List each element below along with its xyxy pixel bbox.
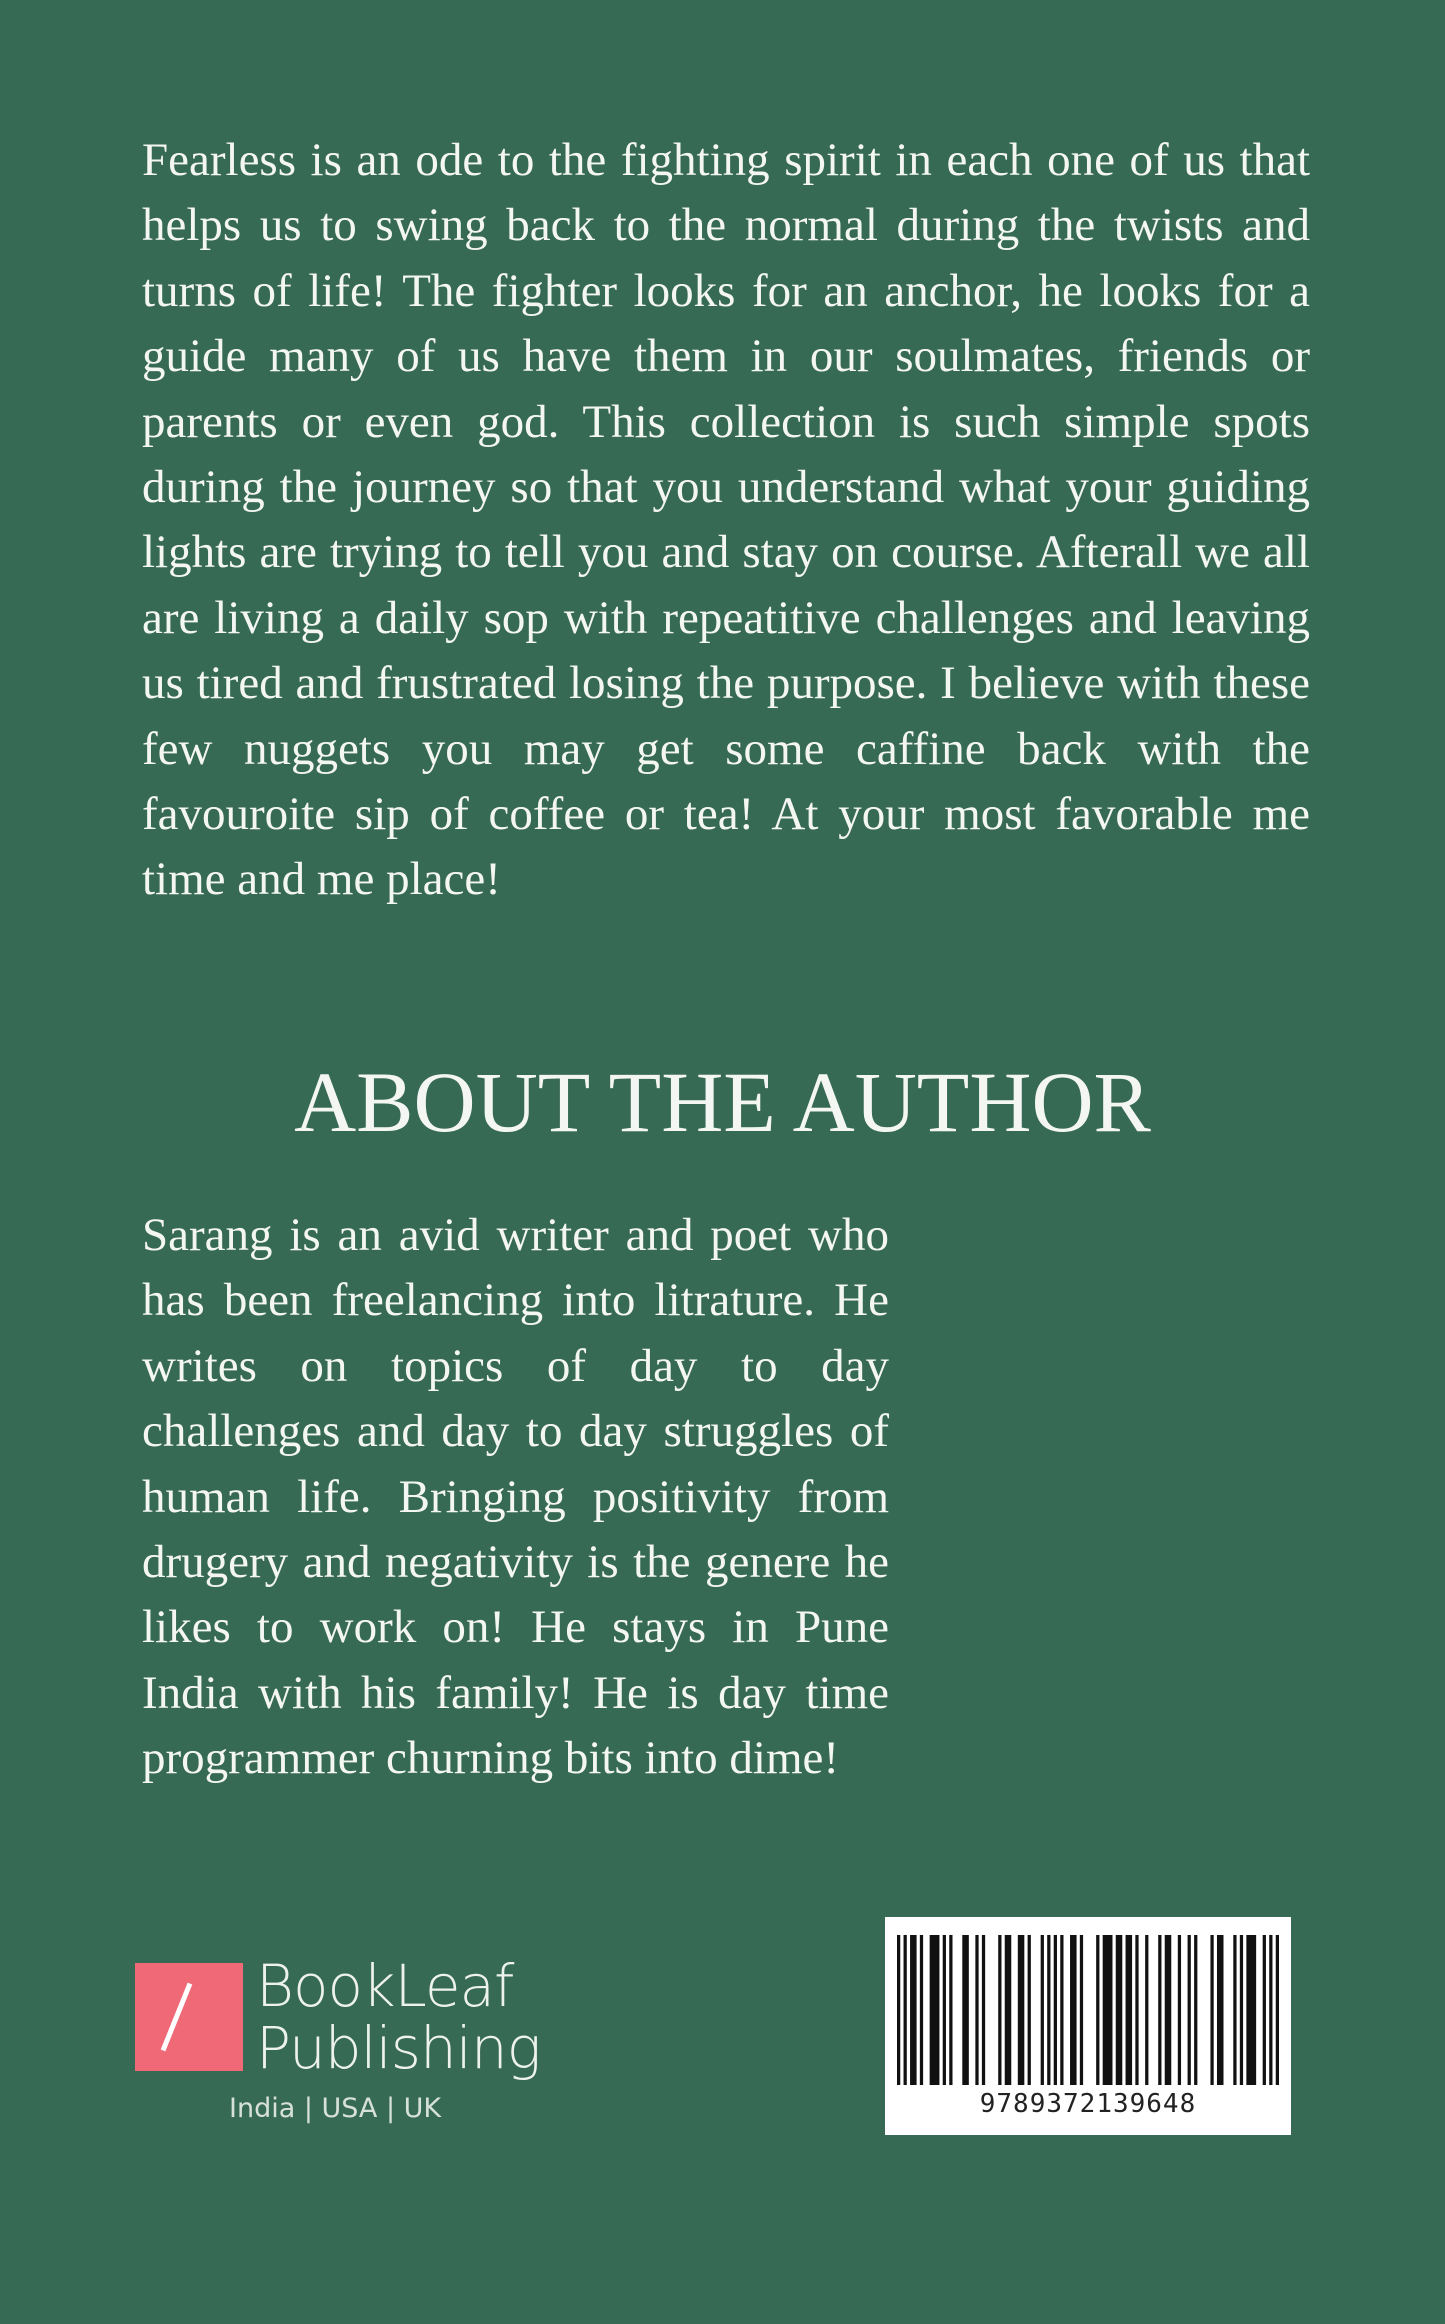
barcode-bar — [1018, 1935, 1025, 2085]
publisher-name — [256, 1952, 541, 2082]
isbn-barcode — [885, 1917, 1291, 2135]
barcode-bars — [897, 1935, 1279, 2085]
barcode-bar — [1116, 1935, 1123, 2085]
barcode-bar — [1158, 1935, 1161, 2085]
barcode-bar — [1080, 1935, 1083, 2085]
barcode-bar — [1165, 1935, 1172, 2085]
publisher-name-line2: Publishing — [256, 2014, 541, 2082]
publisher-regions: India | USA | UK — [229, 2093, 442, 2124]
barcode-bar — [1210, 1935, 1213, 2085]
barcode-bar — [1041, 1935, 1044, 2085]
isbn-number: 9789372139648 — [979, 2089, 1197, 2119]
barcode-bar — [1188, 1935, 1191, 2085]
barcode-bar — [1135, 1935, 1138, 2085]
barcode-bar — [1047, 1935, 1050, 2085]
barcode-bar — [1263, 1935, 1266, 2085]
barcode-bar — [1217, 1935, 1224, 2085]
author-bio: Sarang is an avid writer and poet who has been freelancing into litrature. He writes on topics of day to day challenges and day to day struggles of human life. Bringing positivity from drugery and negativity is the genere he likes to work on! He stays in Pune India with his family! He is day time programmer churning bits into dime! — [142, 1209, 889, 1785]
about-author-heading: ABOUT THE AUTHOR — [294, 1054, 1151, 1150]
barcode-bar — [1269, 1935, 1272, 2085]
barcode-bar — [1276, 1935, 1279, 2085]
barcode-bar — [962, 1935, 969, 2085]
slash-icon — [161, 1983, 193, 2052]
barcode-bar — [1145, 1935, 1148, 2085]
barcode-bar — [1060, 1935, 1063, 2085]
barcode-bar — [920, 1935, 923, 2085]
book-blurb: Fearless is an ode to the fighting spirit in each one of us that helps us to swing back to the normal during the twists and turns of life! The fighter looks for an anchor, he looks for a guide many of us have them in our soulmates, friends or parents or even god. This collection is such simple spots during the journey so that you understand what your guiding lights are trying to tell you and stay on course. Afterall we all are living a daily sop with repeatitive challenges and leaving us tired and frustrated losing the purpose. I believe with these few nuggets you may get some caffine back with the favouroite sip of coffee or tea! At your most favorable me time and me place! — [142, 134, 1310, 906]
barcode-bar — [1233, 1935, 1236, 2085]
publisher-logo — [135, 1963, 243, 2071]
barcode-bar — [904, 1935, 907, 2085]
barcode-bar — [1240, 1935, 1243, 2085]
barcode-bar — [949, 1935, 952, 2085]
publisher-name-line1: BookLeaf — [256, 1952, 514, 2020]
barcode-bar — [982, 1935, 985, 2085]
barcode-bar — [930, 1935, 940, 2085]
barcode-bar — [1054, 1935, 1057, 2085]
barcode-bar — [1194, 1935, 1197, 2085]
barcode-bar — [1096, 1935, 1099, 2085]
barcode-bar — [1246, 1935, 1256, 2085]
barcode-bar — [1028, 1935, 1031, 2085]
barcode-bar — [1126, 1935, 1133, 2085]
barcode-bar — [897, 1935, 900, 2085]
barcode-bar — [1103, 1935, 1113, 2085]
barcode-bar — [998, 1935, 1001, 2085]
barcode-bar — [1005, 1935, 1012, 2085]
barcode-bar — [943, 1935, 946, 2085]
barcode-bar — [975, 1935, 978, 2085]
barcode-bar — [910, 1935, 917, 2085]
barcode-bar — [1070, 1935, 1077, 2085]
barcode-bar — [1178, 1935, 1181, 2085]
